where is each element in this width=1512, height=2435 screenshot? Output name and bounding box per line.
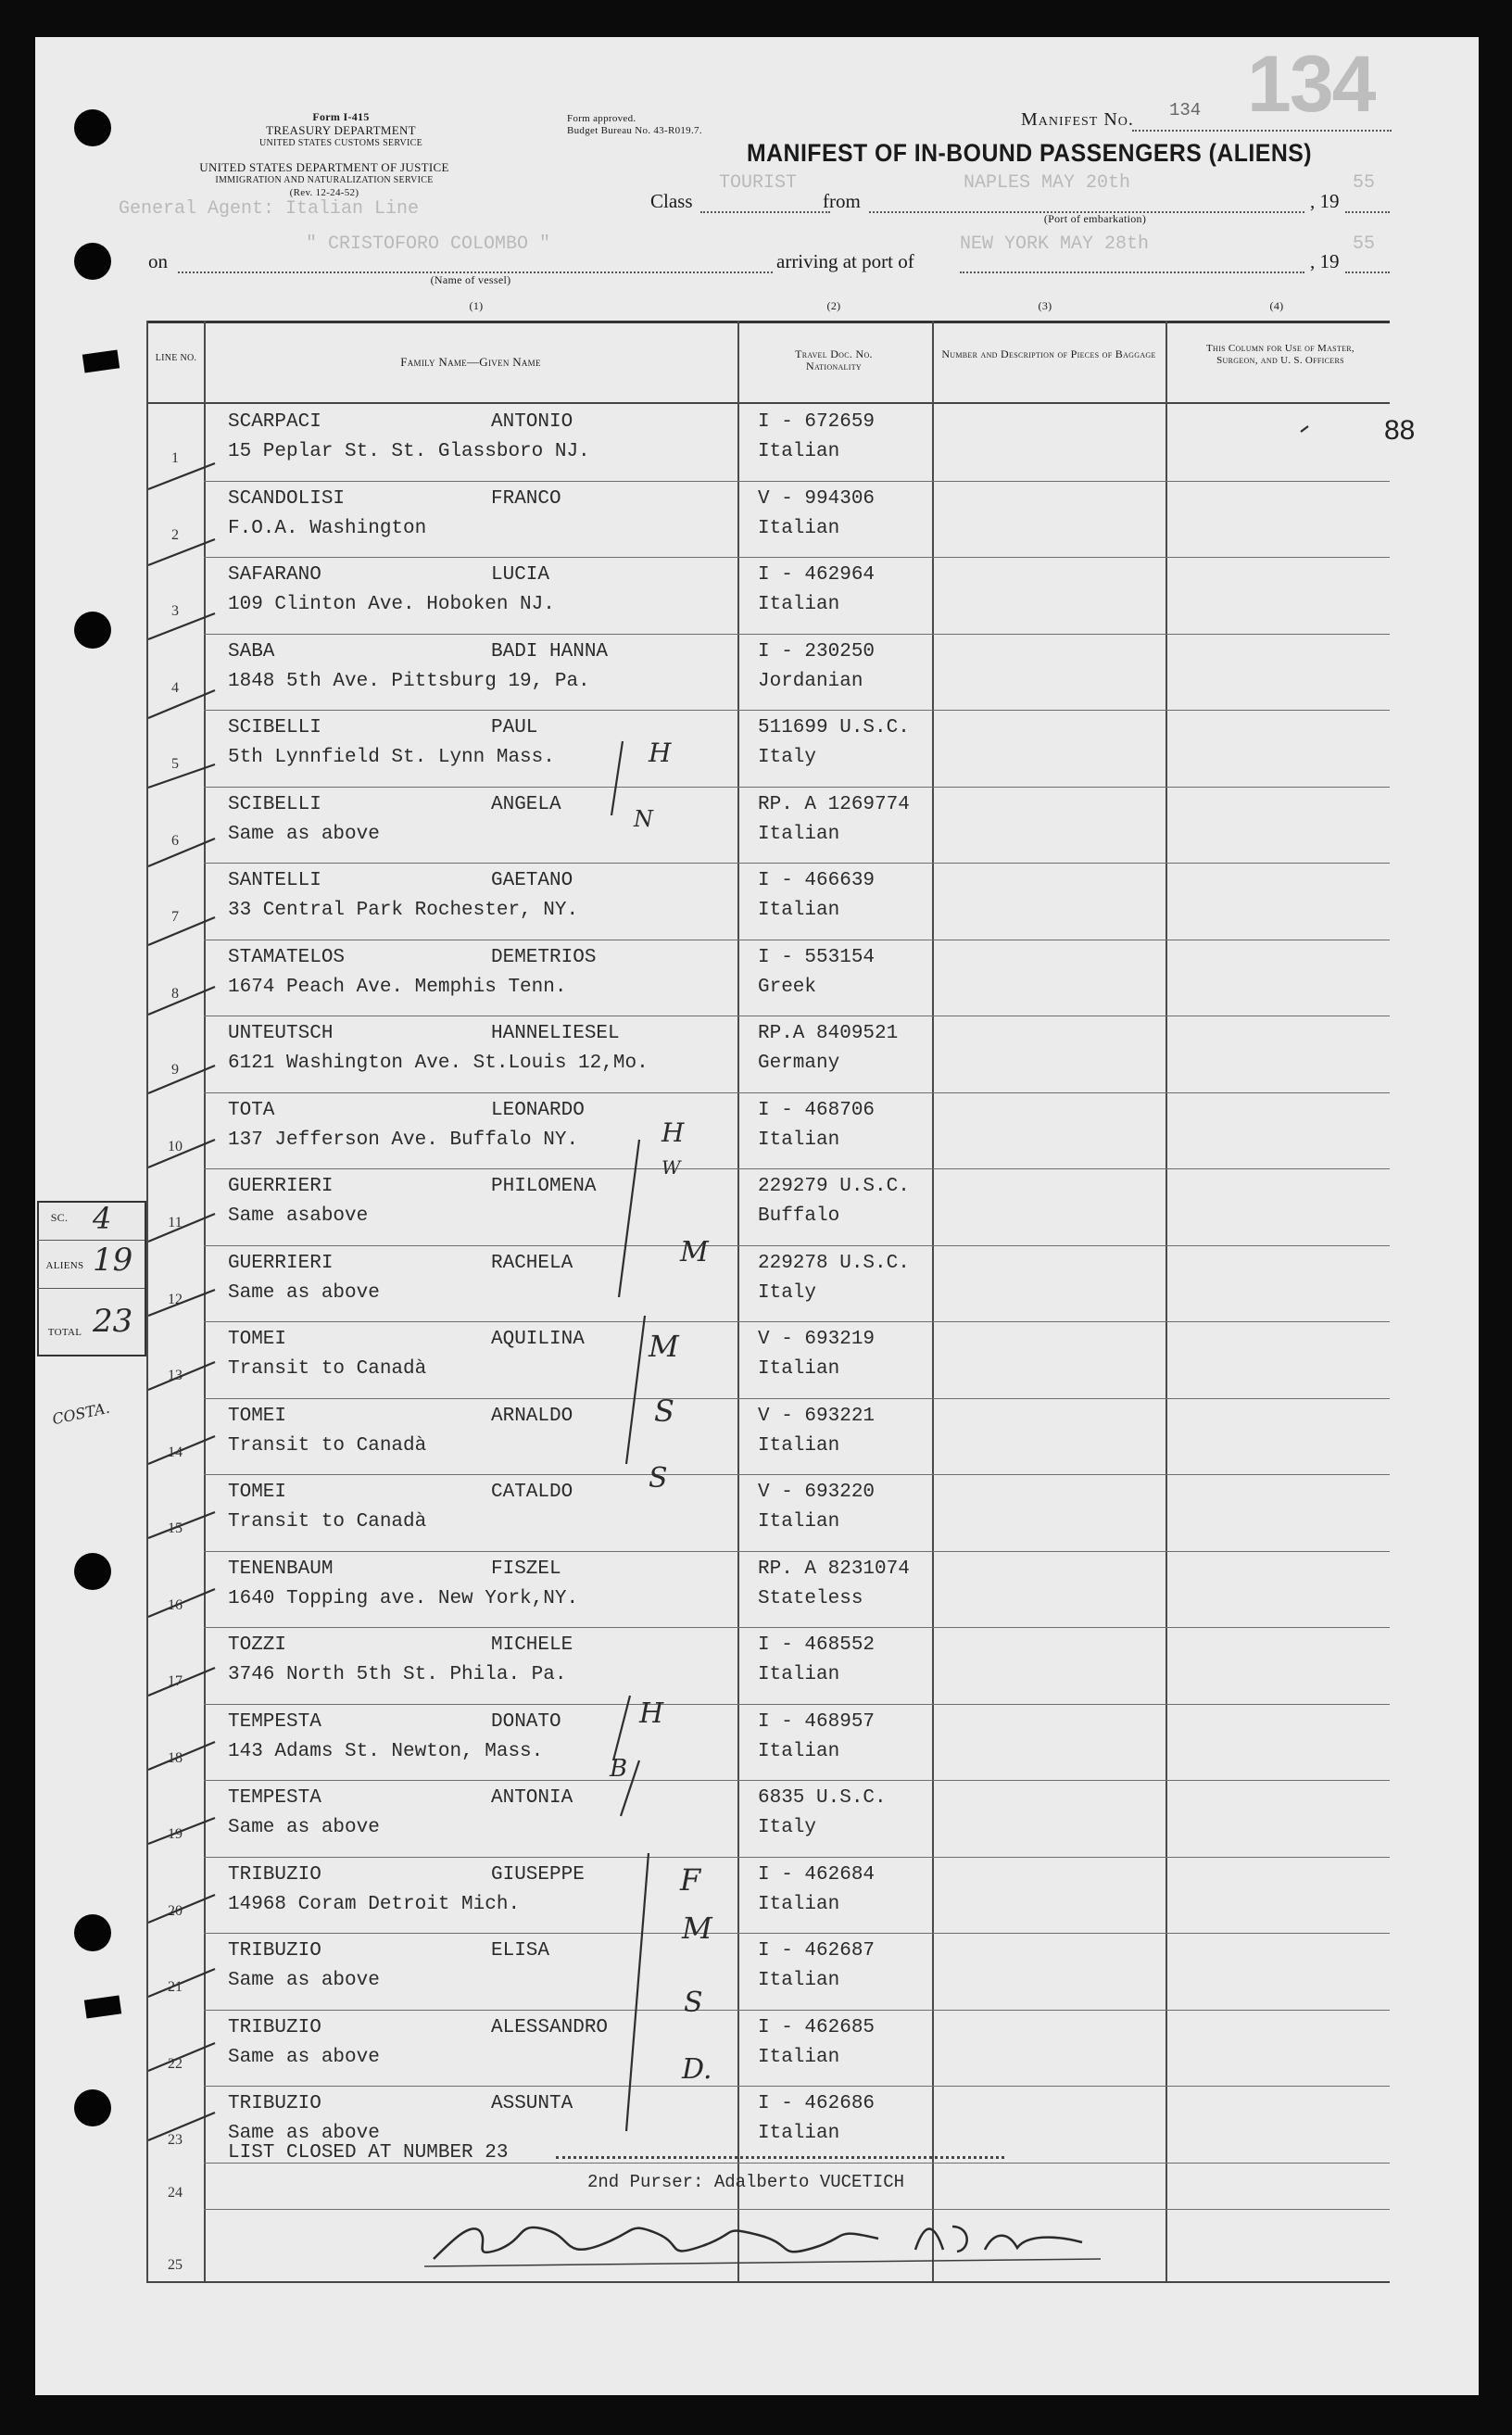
header-line-no: LINE NO. <box>155 353 197 363</box>
arrival-port-value: NEW YORK MAY 28th <box>960 233 1150 255</box>
travel-doc-number: I - 462964 <box>758 564 876 586</box>
line-number: 24 <box>168 2185 183 2201</box>
column-number-3: (3) <box>1038 299 1052 312</box>
nationality: Italian <box>758 1358 840 1380</box>
nationality: Italian <box>758 1740 840 1762</box>
mark-s: S <box>649 1462 668 1495</box>
address: 1674 Peach Ave. Memphis Tenn. <box>228 976 567 998</box>
column-number-4: (4) <box>1269 299 1284 312</box>
line-number: 13 <box>168 1368 183 1383</box>
nationality: Buffalo <box>758 1205 840 1227</box>
family-name: SANTELLI <box>228 870 321 891</box>
address: Same as above <box>228 1817 380 1838</box>
family-name: TOMEI <box>228 1405 287 1427</box>
family-name: UNTEUTSCH <box>228 1023 334 1044</box>
line-number: 22 <box>168 2055 183 2072</box>
list-closed-text: LIST CLOSED AT NUMBER 23 <box>228 2142 509 2164</box>
nationality: Italian <box>758 2123 840 2144</box>
nationality: Italy <box>758 1281 817 1304</box>
nationality: Greek <box>758 976 817 998</box>
nationality: Italy <box>758 747 817 768</box>
travel-doc-number: V - 693221 <box>758 1405 876 1427</box>
address: 14968 Coram Detroit Mich. <box>228 1893 521 1915</box>
mark-h: H <box>639 1697 664 1730</box>
address: Same as above <box>228 2046 380 2068</box>
given-name: ELISA <box>491 1940 550 1962</box>
travel-doc-number: 229279 U.S.C. <box>758 1176 910 1197</box>
purser-text: 2nd Purser: Adalberto VUCETICH <box>587 2172 905 2192</box>
given-name: MICHELE <box>491 1634 573 1656</box>
side-count-label-total: TOTAL <box>47 1327 82 1338</box>
travel-doc-number: V - 994306 <box>758 487 876 510</box>
manifest-no-label: Manifest No. <box>1021 109 1134 130</box>
family-name: TOMEI <box>228 1482 287 1503</box>
vessel-caption: (Name of vessel) <box>430 273 511 286</box>
line-number: 5 <box>171 756 179 772</box>
address: Transit to Canadà <box>228 1511 427 1533</box>
nationality: Italian <box>758 1511 840 1533</box>
given-name: ANGELA <box>491 793 561 815</box>
address: 143 Adams St. Newton, Mass. <box>228 1740 544 1762</box>
header-travel-doc: Travel Doc. No. Nationality <box>795 347 873 372</box>
address: 1848 5th Ave. Pittsburg 19, Pa. <box>228 670 590 692</box>
class-label: Class <box>650 190 693 212</box>
travel-doc-number: I - 462687 <box>758 1940 876 1962</box>
mark-m: M <box>649 1329 679 1364</box>
given-name: PAUL <box>491 717 538 738</box>
column-number-2: (2) <box>826 299 841 312</box>
address: 33 Central Park Rochester, NY. <box>228 900 579 921</box>
right-margin-number: 88 <box>1384 415 1416 446</box>
line-number: 19 <box>168 1826 183 1842</box>
side-count-value-total: 23 <box>93 1303 133 1340</box>
family-name: TOZZI <box>228 1634 287 1656</box>
doj-heading: UNITED STATES DEPARTMENT OF JUSTICE <box>199 160 449 174</box>
address: Transit to Canadà <box>228 1434 427 1457</box>
given-name: HANNELIESEL <box>491 1023 620 1044</box>
ins-heading: IMMIGRATION AND NATURALIZATION SERVICE <box>215 175 434 185</box>
side-note-costa: COSTA. <box>50 1398 112 1429</box>
vessel-name: " CRISTOFORO COLOMBO " <box>306 233 551 255</box>
side-count-value-aliens: 19 <box>93 1242 133 1279</box>
nationality: Italian <box>758 2046 840 2068</box>
address: Same as above <box>228 1281 380 1304</box>
family-name: SCIBELLI <box>228 717 321 738</box>
address: 137 Jefferson Ave. Buffalo NY. <box>228 1129 579 1151</box>
travel-doc-number: I - 230250 <box>758 640 876 662</box>
travel-doc-number: I - 466639 <box>758 870 876 891</box>
line-number: 10 <box>168 1138 183 1154</box>
line-number: 3 <box>171 603 179 619</box>
line-number: 7 <box>171 909 179 925</box>
budget-bureau: Budget Bureau No. 43-R019.7. <box>567 125 702 136</box>
family-name: TEMPESTA <box>228 1787 321 1809</box>
nationality: Italian <box>758 594 840 615</box>
given-name: AQUILINA <box>491 1329 585 1350</box>
class-value: TOURIST <box>719 172 798 194</box>
given-name: ASSUNTA <box>491 2093 573 2114</box>
arriving-label: arriving at port of <box>776 250 914 272</box>
given-name: LUCIA <box>491 564 550 586</box>
address: 3746 North 5th St. Phila. Pa. <box>228 1664 567 1685</box>
address: 15 Peplar St. St. Glassboro NJ. <box>228 441 590 462</box>
from-value: NAPLES MAY 20th <box>964 172 1131 194</box>
from-label: from <box>823 190 861 212</box>
family-name: TENENBAUM <box>228 1558 334 1580</box>
line-number: 23 <box>168 2132 183 2148</box>
header-baggage: Number and Description of Pieces of Baggage <box>941 347 1156 360</box>
line-number: 18 <box>168 1749 183 1766</box>
family-name: TRIBUZIO <box>228 2016 321 2038</box>
given-name: PHILOMENA <box>491 1176 597 1197</box>
family-name: TRIBUZIO <box>228 1940 321 1962</box>
given-name: BADI HANNA <box>491 640 609 662</box>
port-embarkation-caption: (Port of embarkation) <box>1043 212 1147 225</box>
mark-b: B <box>610 1755 628 1783</box>
address: 109 Clinton Ave. Hoboken NJ. <box>228 594 555 615</box>
nationality: Italian <box>758 1970 840 1991</box>
nationality: Italian <box>758 1434 840 1457</box>
side-count-label-sc: SC. <box>50 1211 69 1224</box>
travel-doc-number: I - 672659 <box>758 411 876 433</box>
mark-n: N <box>634 806 653 832</box>
given-name: DEMETRIOS <box>491 946 597 968</box>
family-name: SABA <box>228 640 275 662</box>
family-name: SCIBELLI <box>228 793 321 815</box>
nationality: Italy <box>758 1817 817 1838</box>
given-name: RACHELA <box>491 1252 573 1274</box>
year-label-1: , 19 <box>1310 190 1340 212</box>
travel-doc-number: RP. A 1269774 <box>758 793 910 815</box>
treasury-dept: TREASURY DEPARTMENT <box>266 123 416 137</box>
travel-doc-number: RP. A 8231074 <box>758 1558 910 1580</box>
line-number: 8 <box>171 985 179 1002</box>
line-number: 21 <box>168 1979 183 1995</box>
mark-d: D. <box>682 2053 712 2086</box>
travel-doc-number: I - 462685 <box>758 2016 876 2038</box>
given-name: GIUSEPPE <box>491 1863 585 1886</box>
given-name: ALESSANDRO <box>491 2016 609 2038</box>
side-count-label-aliens: ALIENS <box>45 1260 84 1271</box>
line-number: 25 <box>168 2257 183 2273</box>
header-officers: This Column for Use of Master, Surgeon, and U. S. Officers <box>1206 343 1354 366</box>
on-label: on <box>148 250 168 272</box>
line-number: 2 <box>171 526 179 543</box>
nationality: Italian <box>758 1664 840 1685</box>
travel-doc-number: V - 693219 <box>758 1329 876 1350</box>
family-name: GUERRIERI <box>228 1176 334 1197</box>
address: Same as above <box>228 1970 380 1991</box>
given-name: CATALDO <box>491 1482 573 1503</box>
year-label-2: , 19 <box>1310 250 1340 272</box>
manifest-no-value: 134 <box>1169 100 1202 120</box>
travel-doc-number: I - 468706 <box>758 1099 876 1121</box>
family-name: SCANDOLISI <box>228 487 346 510</box>
side-count-value-sc: 4 <box>93 1201 112 1236</box>
travel-doc-number: 511699 U.S.C. <box>758 717 910 738</box>
revision-date: (Rev. 12-24-52) <box>289 187 359 198</box>
line-number: 4 <box>171 679 179 696</box>
address: Same asabove <box>228 1205 369 1227</box>
given-name: FISZEL <box>491 1558 561 1580</box>
nationality: Italian <box>758 900 840 921</box>
line-number: 16 <box>168 1596 183 1613</box>
mark-f: F <box>680 1862 701 1898</box>
address: F.O.A. Washington <box>228 517 427 539</box>
nationality: Germany <box>758 1053 840 1074</box>
family-name: TEMPESTA <box>228 1710 321 1733</box>
manifest-number-stamp: 134 <box>1247 40 1375 129</box>
form-number: Form I-415 <box>312 110 370 123</box>
year-value-2: 55 <box>1353 233 1376 255</box>
travel-doc-number: RP.A 8409521 <box>758 1023 899 1044</box>
given-name: LEONARDO <box>491 1099 585 1121</box>
given-name: ARNALDO <box>491 1405 573 1427</box>
given-name: ANTONIA <box>491 1787 573 1809</box>
year-value-1: 55 <box>1353 172 1376 194</box>
header-name: Family Name—Given Name <box>400 355 541 369</box>
page-title: MANIFEST OF IN-BOUND PASSENGERS (ALIENS) <box>747 139 1312 167</box>
address: 6121 Washington Ave. St.Louis 12,Mo. <box>228 1053 649 1074</box>
nationality: Italian <box>758 517 840 539</box>
travel-doc-number: I - 468957 <box>758 1710 876 1733</box>
travel-doc-number: 229278 U.S.C. <box>758 1252 910 1274</box>
travel-doc-number: I - 468552 <box>758 1634 876 1656</box>
family-name: TOTA <box>228 1099 275 1121</box>
family-name: TOMEI <box>228 1329 287 1350</box>
travel-doc-number: I - 553154 <box>758 946 876 968</box>
general-agent-stamp: General Agent: Italian Line <box>119 198 420 220</box>
line-number: 6 <box>171 832 179 849</box>
address: Same as above <box>228 2123 380 2144</box>
line-number: 14 <box>168 1444 183 1460</box>
family-name: SCARPACI <box>228 411 321 433</box>
mark-m: M <box>680 1236 709 1268</box>
mark-w: W <box>662 1156 681 1179</box>
nationality: Italian <box>758 1893 840 1915</box>
customs-service: UNITED STATES CUSTOMS SERVICE <box>258 138 423 148</box>
line-number: 1 <box>171 450 179 466</box>
line-number: 11 <box>168 1215 183 1230</box>
given-name: FRANCO <box>491 487 561 510</box>
given-name: ANTONIO <box>491 411 573 433</box>
mark-s: S <box>654 1394 674 1429</box>
line-number: 17 <box>168 1673 183 1689</box>
family-name: TRIBUZIO <box>228 2093 321 2114</box>
mark-h: H <box>662 1117 685 1148</box>
nationality: Italian <box>758 823 840 845</box>
travel-doc-number: I - 462686 <box>758 2093 876 2114</box>
nationality: Jordanian <box>758 670 863 692</box>
form-approved: Form approved. <box>567 113 636 124</box>
line-number: 20 <box>168 1902 183 1919</box>
mark-m: M <box>682 1911 712 1946</box>
travel-doc-number: I - 462684 <box>758 1863 876 1886</box>
family-name: TRIBUZIO <box>228 1863 321 1886</box>
address: Transit to Canadà <box>228 1358 427 1380</box>
column-number-1: (1) <box>469 299 484 312</box>
family-name: GUERRIERI <box>228 1252 334 1274</box>
nationality: Stateless <box>758 1587 863 1609</box>
address: Same as above <box>228 823 380 845</box>
line-number: 12 <box>168 1291 183 1307</box>
mark-h: H <box>649 738 672 768</box>
travel-doc-number: V - 693220 <box>758 1482 876 1503</box>
address: 5th Lynnfield St. Lynn Mass. <box>228 747 555 768</box>
given-name: DONATO <box>491 1710 561 1733</box>
nationality: Italian <box>758 1129 840 1151</box>
nationality: Italian <box>758 441 840 462</box>
family-name: STAMATELOS <box>228 946 346 968</box>
address: 1640 Topping ave. New York,NY. <box>228 1587 579 1609</box>
travel-doc-number: 6835 U.S.C. <box>758 1787 887 1809</box>
line-number: 15 <box>168 1520 183 1536</box>
given-name: GAETANO <box>491 870 573 891</box>
mark-s: S <box>684 1987 703 2019</box>
line-number: 9 <box>171 1062 179 1078</box>
family-name: SAFARANO <box>228 564 321 586</box>
